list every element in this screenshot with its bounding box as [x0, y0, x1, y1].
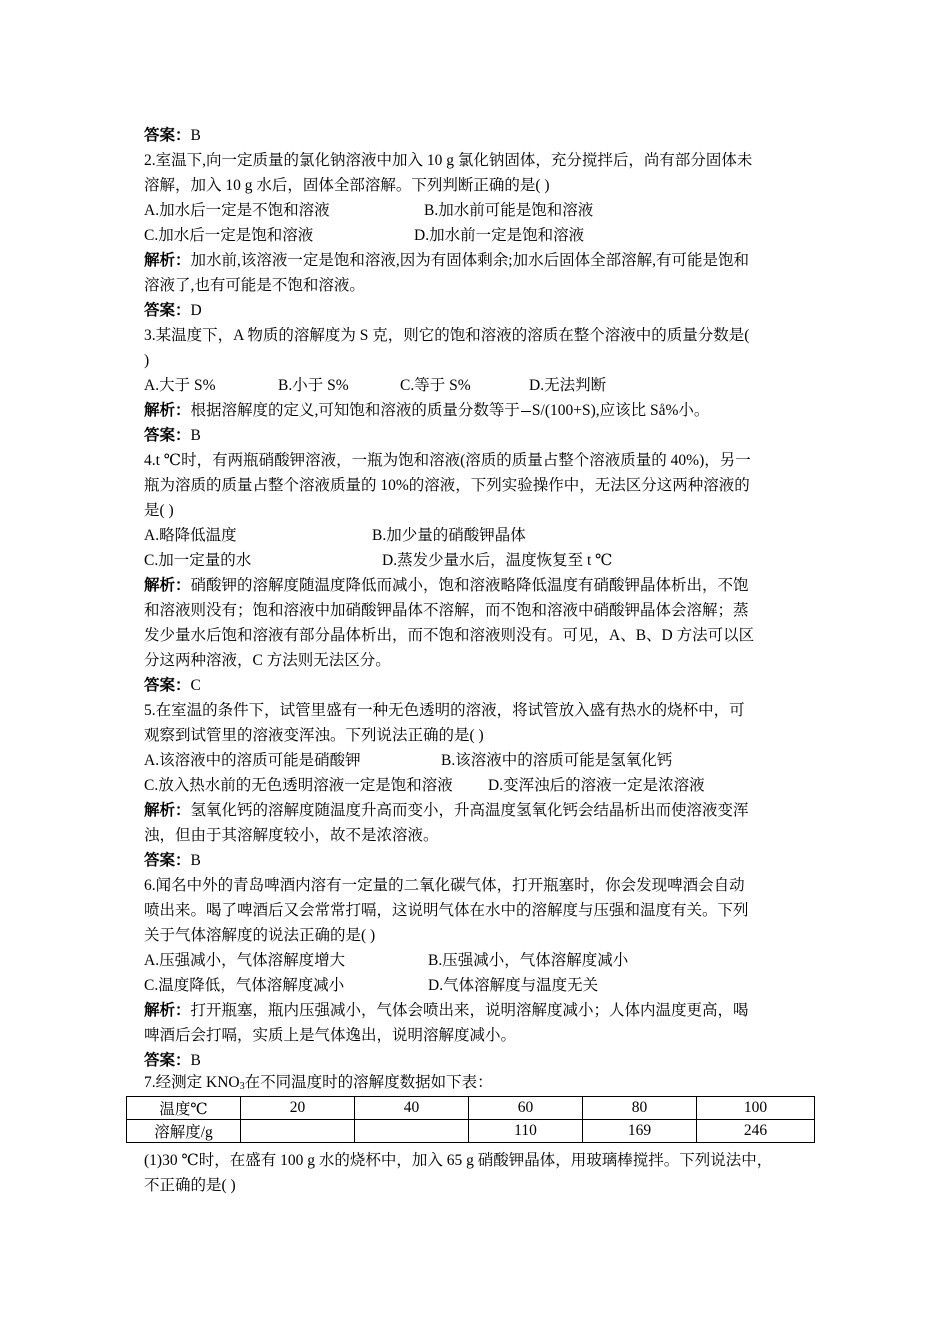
- option-a: A.加水后一定是不饱和溶液: [144, 202, 330, 219]
- table-row: [127, 1097, 815, 1120]
- question-3-line-1: 3.某温度下，A 物质的溶解度为 S 克，则它的饱和溶液的溶质在整个溶液中的质量分数是(: [144, 327, 750, 344]
- analysis-q4-line-4: 分这两种溶液，C 方法则无法区分。: [144, 652, 391, 669]
- analysis-label: 解析：: [144, 252, 191, 269]
- option-b: B.加水前可能是饱和溶液: [424, 202, 594, 219]
- table-header-cell: 温度℃: [127, 1097, 241, 1120]
- table-header-cell: 溶解度/g: [127, 1120, 241, 1143]
- analysis-q2-line-2: 溶液了,也有可能是不饱和溶液。: [144, 277, 365, 294]
- analysis-label: 解析：: [144, 402, 191, 419]
- question-6-line-2: 喷出来。喝了啤酒后又会常常打嗝，这说明气体在水中的溶解度与压强和温度有关。下列: [144, 902, 749, 919]
- option-d: D.蒸发少量水后，温度恢复至 t ℃: [382, 552, 613, 569]
- table-cell: 80: [583, 1097, 697, 1120]
- option-a: A.该溶液中的溶质可能是硝酸钾: [144, 752, 361, 769]
- table-cell: [355, 1120, 469, 1143]
- question-7-intro: [144, 1073, 493, 1097]
- table-cell: 110: [469, 1120, 583, 1143]
- answer-q3: [144, 426, 201, 446]
- question-5-line-1: 5.在室温的条件下，试管里盛有一种无色透明的溶液，将试管放入盛有热水的烧杯中，可: [144, 702, 745, 719]
- option-b: B.小于 S%: [278, 377, 349, 394]
- question-3-line-2: ): [144, 352, 150, 369]
- table-cell: 100: [697, 1097, 815, 1120]
- option-d: D.加水前一定是饱和溶液: [414, 227, 585, 244]
- analysis-label: 解析：: [144, 1002, 191, 1019]
- answer-label: 答案：: [144, 302, 191, 319]
- answer-value: C: [190, 677, 201, 694]
- question-4-line-2: 瓶为溶质的质量占整个溶液质量的 10%的溶液，下列实验操作中，无法区分这两种溶液的: [144, 477, 750, 494]
- option-c: C.等于 S%: [400, 377, 471, 394]
- answer-q1: [144, 126, 201, 146]
- answer-label: 答案：: [144, 677, 191, 694]
- analysis-text: 打开瓶塞，瓶内压强减小，气体会喷出来，说明溶解度减小；人体内温度更高，喝: [190, 1002, 749, 1019]
- fraction-bar: [521, 411, 531, 412]
- analysis-text: 根据溶解度的定义,可知饱和溶液的质量分数等于: [190, 402, 520, 419]
- table-cell: 20: [241, 1097, 355, 1120]
- question-6-line-1: 6.闻名中外的青岛啤酒内溶有一定量的二氧化碳气体，打开瓶塞时，你会发现啤酒会自动: [144, 877, 745, 894]
- answer-label: 答案：: [144, 1052, 191, 1069]
- table-cell: 40: [355, 1097, 469, 1120]
- analysis-text: 加水前,该溶液一定是饱和溶液,因为有固体剩余;加水后固体全部溶解,有可能是饱和: [190, 252, 749, 269]
- option-d: D.无法判断: [529, 377, 607, 394]
- question-2-line-1: 2.室温下,向一定质量的氯化钠溶液中加入 10 g 氯化钠固体，充分搅拌后，尚有部分固体未: [144, 152, 753, 169]
- question-6-line-3: 关于气体溶解度的说法正确的是( ): [144, 927, 376, 944]
- question-4-line-3: 是( ): [144, 502, 174, 519]
- table-cell: 60: [469, 1097, 583, 1120]
- analysis-q5-line-1: [144, 801, 749, 821]
- option-b: B.该溶液中的溶质可能是氢氧化钙: [441, 752, 673, 769]
- analysis-q4-line-2: 和溶液则没有；饱和溶液中加硝酸钾晶体不溶解，而不饱和溶液中硝酸钾晶体会溶解；蒸: [144, 602, 749, 619]
- analysis-label: 解析：: [144, 802, 191, 819]
- answer-value: D: [190, 302, 202, 319]
- analysis-q6-line-1: [144, 1001, 749, 1021]
- option-c: C.加一定量的水: [144, 552, 252, 569]
- table-row: [127, 1120, 815, 1143]
- question-2-line-2: 溶解，加入 10 g 水后，固体全部溶解。下列判断正确的是( ): [144, 177, 550, 194]
- q7-intro-text-rest: 在不同温度时的溶解度数据如下表：: [244, 1074, 493, 1091]
- answer-label: 答案：: [144, 427, 191, 444]
- subscript: 3: [239, 1081, 245, 1092]
- option-d: D.气体溶解度与温度无关: [428, 977, 599, 994]
- analysis-q3: [144, 401, 709, 421]
- option-d: D.变浑浊后的溶液一定是浓溶液: [488, 777, 705, 794]
- analysis-text: 氢氧化钙的溶解度随温度升高而变小，升高温度氢氧化钙会结晶析出而使溶液变浑: [190, 802, 749, 819]
- option-b: B.压强减小，气体溶解度减小: [428, 952, 629, 969]
- question-5-line-2: 观察到试管里的溶液变浑浊。下列说法正确的是( ): [144, 727, 484, 744]
- answer-label: 答案：: [144, 127, 191, 144]
- answer-value: B: [190, 1052, 201, 1069]
- answer-value: B: [190, 427, 201, 444]
- analysis-q5-line-2: 浊，但由于其溶解度较小，故不是浓溶液。: [144, 827, 439, 844]
- analysis-q4-line-1: [144, 576, 749, 596]
- question-7-sub1-line-1: (1)30 ℃时，在盛有 100 g 水的烧杯中，加入 65 g 硝酸钾晶体，用玻璃棒搅拌。下列说法中，: [144, 1152, 773, 1169]
- answer-q2: [144, 301, 202, 321]
- table-cell: 169: [583, 1120, 697, 1143]
- analysis-q6-line-2: 啤酒后会打嗝，实质上是气体逸出，说明溶解度减小。: [144, 1027, 517, 1044]
- answer-q6: [144, 1051, 201, 1071]
- answer-q5: [144, 851, 201, 871]
- analysis-q2-line-1: [144, 251, 749, 271]
- answer-label: 答案：: [144, 852, 191, 869]
- analysis-text: 硝酸钾的溶解度随温度降低而减小，饱和溶液略降低温度有硝酸钾晶体析出，不饱: [190, 577, 749, 594]
- analysis-q4-line-3: 发少量水后饱和溶液有部分晶体析出，而不饱和溶液则没有。可见，A、B、D 方法可以区: [144, 627, 755, 644]
- option-a: A.压强减小，气体溶解度增大: [144, 952, 346, 969]
- question-7-sub1-line-2: 不正确的是( ): [144, 1177, 236, 1194]
- option-b: B.加少量的硝酸钾晶体: [372, 527, 526, 544]
- option-c: C.加水后一定是饱和溶液: [144, 227, 314, 244]
- option-c: C.放入热水前的无色透明溶液一定是饱和溶液: [144, 777, 453, 794]
- option-a: A.略降低温度: [144, 527, 237, 544]
- option-a: A.大于 S%: [144, 377, 216, 394]
- solubility-table: [126, 1096, 815, 1143]
- answer-value: B: [190, 852, 201, 869]
- analysis-label: 解析：: [144, 577, 191, 594]
- answer-q4: [144, 676, 201, 696]
- table-cell: [241, 1120, 355, 1143]
- q7-intro-text: 7.经测定 KNO: [144, 1074, 240, 1091]
- question-4-line-1: 4.t ℃时，有两瓶硝酸钾溶液，一瓶为饱和溶液(溶质的质量占整个溶液质量的 40%)，另一: [144, 452, 751, 469]
- table-cell: 246: [697, 1120, 815, 1143]
- option-c: C.温度降低，气体溶解度减小: [144, 977, 345, 994]
- answer-value: B: [190, 127, 201, 144]
- formula-text: S/(100+S),应该比 Så%小。: [531, 402, 710, 419]
